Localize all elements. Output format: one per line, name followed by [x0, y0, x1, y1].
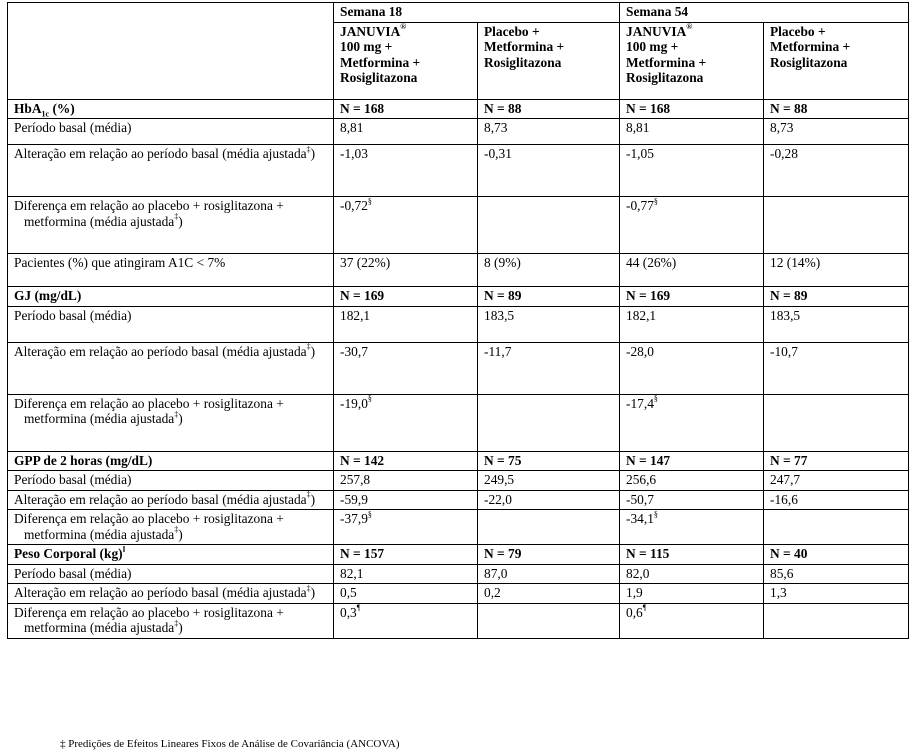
week18-header: Semana 18	[334, 3, 620, 23]
cell-value: 1,9	[620, 584, 764, 604]
n-value: N = 89	[764, 287, 909, 307]
footnote: ‡ Predições de Efeitos Lineares Fixos de Análise de Covariância (ANCOVA)	[60, 738, 400, 750]
section-title: GJ (mg/dL)	[8, 287, 334, 307]
cell-value: -22,0	[478, 490, 620, 510]
n-value: N = 157	[334, 545, 478, 565]
header-empty-cell	[8, 22, 334, 99]
week-header-row	[8, 3, 909, 23]
cell-value: 182,1	[620, 306, 764, 342]
cell-value: -1,05	[620, 145, 764, 197]
cell-value: -0,31	[478, 145, 620, 197]
table-row	[8, 510, 909, 545]
n-value: N = 115	[620, 545, 764, 565]
section-row-peso	[8, 545, 909, 565]
n-value: N = 169	[620, 287, 764, 307]
row-label: Pacientes (%) que atingiram A1C < 7%	[8, 254, 334, 287]
n-value: N = 168	[334, 99, 478, 119]
cell-value: -30,7	[334, 342, 478, 394]
header-empty-cell	[8, 3, 334, 23]
cell-value: 1,3	[764, 584, 909, 604]
cell-value: -0,72§	[334, 197, 478, 254]
n-value: N = 89	[478, 287, 620, 307]
n-value: N = 88	[764, 99, 909, 119]
cell-value: 37 (22%)	[334, 254, 478, 287]
n-value: N = 142	[334, 451, 478, 471]
cell-value: -59,9	[334, 490, 478, 510]
n-value: N = 168	[620, 99, 764, 119]
n-value: N = 169	[334, 287, 478, 307]
cell-value: 0,5	[334, 584, 478, 604]
treatment-header-row	[8, 22, 909, 99]
section-row-hba1c	[8, 99, 909, 119]
cell-empty	[764, 603, 909, 638]
table-row	[8, 119, 909, 145]
table-row	[8, 306, 909, 342]
januvia-header-w18: JANUVIA® 100 mg + Metformina + Rosiglitazona	[334, 22, 478, 99]
row-label: Alteração em relação ao período basal (média ajustada‡)	[8, 584, 334, 604]
table-row	[8, 394, 909, 451]
n-value: N = 75	[478, 451, 620, 471]
cell-value: -10,7	[764, 342, 909, 394]
n-value: N = 147	[620, 451, 764, 471]
section-row-gpp	[8, 451, 909, 471]
table-row	[8, 584, 909, 604]
cell-empty	[478, 510, 620, 545]
row-label: Período basal (média)	[8, 306, 334, 342]
cell-value: 183,5	[764, 306, 909, 342]
cell-value: -0,28	[764, 145, 909, 197]
cell-value: -17,4§	[620, 394, 764, 451]
placebo-header-w18: Placebo + Metformina + Rosiglitazona	[478, 22, 620, 99]
cell-value: 0,6¶	[620, 603, 764, 638]
row-label: Diferença em relação ao placebo + rosiglitazona + metformina (média ajustada‡)	[8, 603, 334, 638]
table-row	[8, 564, 909, 584]
cell-value: 8,73	[478, 119, 620, 145]
cell-value: 257,8	[334, 471, 478, 491]
cell-value: 0,2	[478, 584, 620, 604]
row-label: Alteração em relação ao período basal (média ajustada‡)	[8, 342, 334, 394]
cell-empty	[478, 603, 620, 638]
cell-value: 256,6	[620, 471, 764, 491]
cell-value: -1,03	[334, 145, 478, 197]
cell-value: -0,77§	[620, 197, 764, 254]
n-value: N = 77	[764, 451, 909, 471]
n-value: N = 88	[478, 99, 620, 119]
row-label: Diferença em relação ao placebo + rosiglitazona + metformina (média ajustada‡)	[8, 197, 334, 254]
cell-value: 8,73	[764, 119, 909, 145]
placebo-header-w54: Placebo + Metformina + Rosiglitazona	[764, 22, 909, 99]
row-label: Período basal (média)	[8, 471, 334, 491]
table-row	[8, 490, 909, 510]
cell-empty	[478, 394, 620, 451]
cell-value: 249,5	[478, 471, 620, 491]
row-label: Período basal (média)	[8, 119, 334, 145]
row-label: Alteração em relação ao período basal (média ajustada‡)	[8, 145, 334, 197]
cell-empty	[478, 197, 620, 254]
row-label: Período basal (média)	[8, 564, 334, 584]
cell-value: 247,7	[764, 471, 909, 491]
table-row	[8, 471, 909, 491]
table-row	[8, 342, 909, 394]
cell-empty	[764, 394, 909, 451]
cell-empty	[764, 197, 909, 254]
cell-value: 8,81	[620, 119, 764, 145]
results-table	[7, 2, 909, 639]
section-title: Peso Corporal (kg)‖	[8, 545, 334, 565]
cell-value: -34,1§	[620, 510, 764, 545]
cell-value: 183,5	[478, 306, 620, 342]
week54-header: Semana 54	[620, 3, 909, 23]
cell-value: -16,6	[764, 490, 909, 510]
n-value: N = 79	[478, 545, 620, 565]
cell-value: -11,7	[478, 342, 620, 394]
cell-empty	[764, 510, 909, 545]
cell-value: 44 (26%)	[620, 254, 764, 287]
n-value: N = 40	[764, 545, 909, 565]
cell-value: 85,6	[764, 564, 909, 584]
cell-value: 82,1	[334, 564, 478, 584]
section-title: HbA$_{1c}$ (%)	[8, 99, 334, 119]
table-row	[8, 603, 909, 638]
cell-value: 8 (9%)	[478, 254, 620, 287]
section-title: GPP de 2 horas (mg/dL)	[8, 451, 334, 471]
cell-value: -50,7	[620, 490, 764, 510]
cell-value: 8,81	[334, 119, 478, 145]
cell-value: -19,0§	[334, 394, 478, 451]
cell-value: -28,0	[620, 342, 764, 394]
table-row	[8, 145, 909, 197]
cell-value: 182,1	[334, 306, 478, 342]
cell-value: -37,9§	[334, 510, 478, 545]
row-label: Diferença em relação ao placebo + rosiglitazona + metformina (média ajustada‡)	[8, 394, 334, 451]
table-row	[8, 197, 909, 254]
cell-value: 12 (14%)	[764, 254, 909, 287]
section-row-gj	[8, 287, 909, 307]
row-label: Diferença em relação ao placebo + rosiglitazona + metformina (média ajustada‡)	[8, 510, 334, 545]
row-label: Alteração em relação ao período basal (média ajustada‡)	[8, 490, 334, 510]
table-row	[8, 254, 909, 287]
cell-value: 0,3¶	[334, 603, 478, 638]
januvia-header-w54: JANUVIA® 100 mg + Metformina + Rosiglitazona	[620, 22, 764, 99]
cell-value: 82,0	[620, 564, 764, 584]
cell-value: 87,0	[478, 564, 620, 584]
